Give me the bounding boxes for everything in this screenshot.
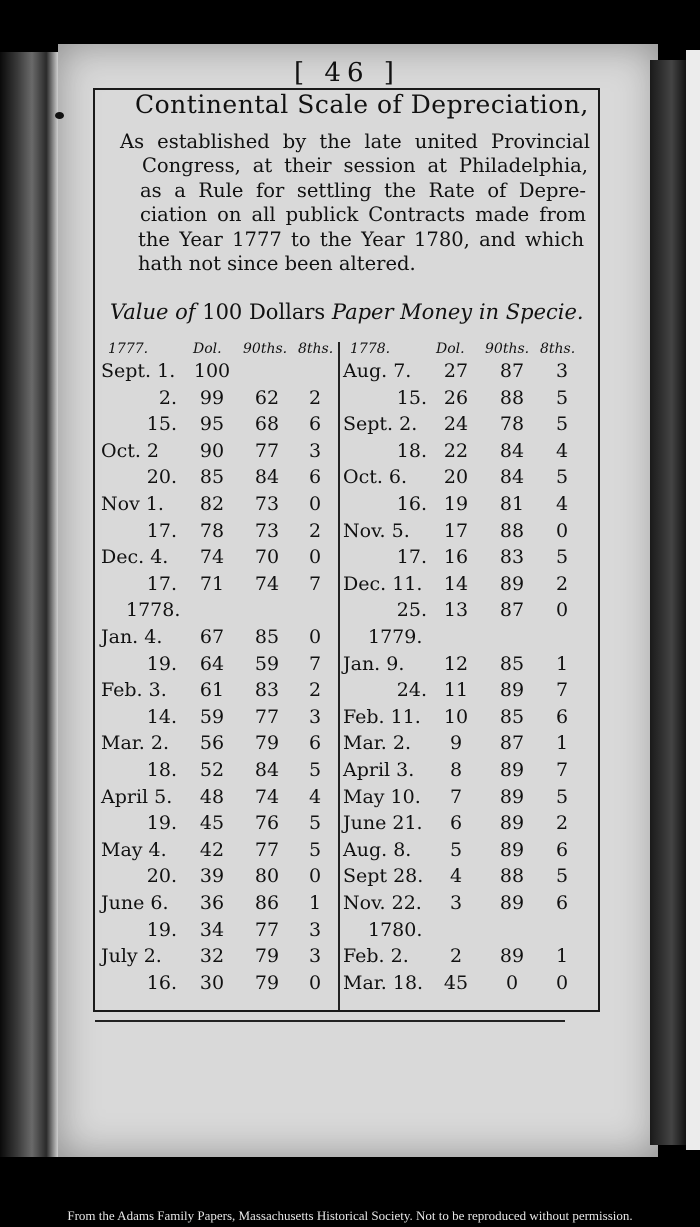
right-row-dollars: 7 bbox=[449, 785, 463, 808]
left-row-date: 2. bbox=[158, 386, 177, 409]
right-row-date: Dec. 11. bbox=[343, 572, 423, 595]
left-row-eighths: 1 bbox=[308, 892, 322, 914]
left-row-date: Jan. 4. bbox=[101, 626, 163, 648]
right-row-date: Aug. 7. bbox=[343, 360, 412, 382]
right-row-ninetieths: 89 bbox=[499, 892, 525, 914]
left-row-ninetieths: 84 bbox=[254, 466, 280, 489]
left-row-date: 15. bbox=[146, 413, 177, 436]
subtitle-line-5: the Year 1777 to the Year 1780, and which bbox=[138, 228, 584, 251]
right-row-eighths: 1 bbox=[555, 652, 569, 675]
right-row-ninetieths: 81 bbox=[499, 493, 525, 515]
right-row-date: June 21. bbox=[343, 812, 423, 835]
binding-hole bbox=[55, 112, 64, 119]
page-number: [ 46 ] bbox=[294, 58, 400, 88]
left-row-eighths: 0 bbox=[308, 493, 322, 515]
right-row-dollars: 6 bbox=[449, 812, 463, 835]
right-row-ninetieths: 89 bbox=[499, 785, 525, 808]
left-row-eighths: 0 bbox=[308, 865, 322, 888]
left-row-dollars: 100 bbox=[193, 360, 231, 382]
left-row-eighths: 6 bbox=[308, 466, 322, 489]
right-row-dollars: 22 bbox=[443, 439, 469, 462]
right-row-eighths: 5 bbox=[555, 865, 569, 888]
left-row-date: Feb. 3. bbox=[101, 679, 167, 702]
right-row-eighths: 2 bbox=[555, 572, 569, 595]
left-row-dollars: 61 bbox=[199, 679, 225, 702]
left-row-ninetieths: 79 bbox=[254, 945, 280, 968]
subtitle-line-1: As established by the late united Provincial bbox=[120, 130, 590, 153]
right-ninetieths-header: 90ths. bbox=[485, 341, 530, 357]
left-row-ninetieths: 86 bbox=[254, 892, 280, 914]
left-row-date: Dec. 4. bbox=[101, 546, 169, 569]
left-row-date: Oct. 2 bbox=[101, 439, 160, 462]
left-row-eighths: 0 bbox=[308, 626, 322, 648]
value-heading bbox=[110, 300, 590, 324]
right-row-eighths: 0 bbox=[555, 599, 569, 622]
right-row-dollars: 17 bbox=[443, 519, 469, 542]
page-edge-shadow bbox=[650, 60, 686, 1145]
left-row-date: 16. bbox=[146, 971, 177, 994]
left-row-ninetieths: 74 bbox=[254, 572, 280, 595]
right-row-date: 1780. bbox=[368, 918, 423, 941]
right-eighths-header: 8ths. bbox=[540, 341, 576, 357]
right-row-eighths: 0 bbox=[555, 971, 569, 994]
right-row-dollars: 27 bbox=[443, 360, 469, 382]
right-row-date: Sept 28. bbox=[343, 865, 424, 888]
left-row-dollars: 48 bbox=[199, 785, 225, 808]
left-row-date: 19. bbox=[146, 918, 177, 941]
left-row-date: 18. bbox=[146, 759, 177, 781]
right-row-dollars: 5 bbox=[449, 838, 463, 861]
book-spine bbox=[0, 52, 58, 1157]
value-heading-part1: Value of bbox=[110, 300, 203, 324]
left-row-ninetieths: 79 bbox=[254, 971, 280, 994]
left-row-date: Mar. 2. bbox=[101, 732, 169, 755]
right-row-eighths: 5 bbox=[555, 785, 569, 808]
right-row-dollars: 16 bbox=[443, 546, 469, 569]
right-row-eighths: 6 bbox=[555, 838, 569, 861]
right-row-date: 18. bbox=[396, 439, 427, 462]
left-row-dollars: 78 bbox=[199, 519, 225, 542]
right-row-ninetieths: 78 bbox=[499, 413, 525, 436]
right-row-date: Mar. 2. bbox=[343, 732, 411, 755]
right-row-date: 17. bbox=[396, 546, 427, 569]
left-eighths-header: 8ths. bbox=[298, 341, 334, 357]
right-row-dollars: 14 bbox=[443, 572, 469, 595]
footer-credit: From the Adams Family Papers, Massachusetts Historical Society. Not to be reproduced without permission. bbox=[67, 1208, 633, 1223]
right-row-ninetieths: 89 bbox=[499, 572, 525, 595]
value-heading-part2: 100 Dollars bbox=[202, 300, 332, 324]
right-row-eighths: 2 bbox=[555, 812, 569, 835]
right-row-date: April 3. bbox=[343, 759, 415, 781]
left-row-dollars: 36 bbox=[199, 892, 225, 914]
left-row-eighths: 3 bbox=[308, 439, 322, 462]
right-row-dollars: 8 bbox=[449, 759, 463, 781]
left-dol-header: Dol. bbox=[193, 341, 222, 357]
left-row-eighths: 3 bbox=[308, 705, 322, 728]
left-row-eighths: 3 bbox=[308, 945, 322, 968]
right-row-ninetieths: 88 bbox=[499, 519, 525, 542]
right-row-eighths: 5 bbox=[555, 466, 569, 489]
left-row-ninetieths: 77 bbox=[254, 838, 280, 861]
left-row-dollars: 45 bbox=[199, 812, 225, 835]
left-row-date: April 5. bbox=[101, 785, 173, 808]
right-row-date: Jan. 9. bbox=[343, 652, 405, 675]
left-row-ninetieths: 80 bbox=[254, 865, 280, 888]
left-row-ninetieths: 62 bbox=[254, 386, 280, 409]
right-row-eighths: 6 bbox=[555, 892, 569, 914]
left-row-ninetieths: 73 bbox=[254, 493, 280, 515]
left-row-dollars: 34 bbox=[199, 918, 225, 941]
right-row-eighths: 4 bbox=[555, 493, 569, 515]
right-row-eighths: 1 bbox=[555, 732, 569, 755]
subtitle-line-3: as a Rule for settling the Rate of Depre- bbox=[140, 179, 586, 202]
right-row-date: Nov. 5. bbox=[343, 519, 410, 542]
left-row-dollars: 32 bbox=[199, 945, 225, 968]
right-row-ninetieths: 85 bbox=[499, 705, 525, 728]
left-row-date: May 4. bbox=[101, 838, 167, 861]
right-row-ninetieths: 88 bbox=[499, 865, 525, 888]
left-row-date: 14. bbox=[146, 705, 177, 728]
subtitle-line-6: hath not since been altered. bbox=[138, 252, 416, 275]
left-row-dollars: 42 bbox=[199, 838, 225, 861]
left-row-ninetieths: 70 bbox=[254, 546, 280, 569]
left-row-dollars: 67 bbox=[199, 626, 225, 648]
left-row-eighths: 6 bbox=[308, 732, 322, 755]
right-row-dollars: 24 bbox=[443, 413, 469, 436]
right-row-ninetieths: 83 bbox=[499, 546, 525, 569]
left-row-eighths: 6 bbox=[308, 413, 322, 436]
left-row-date: 17. bbox=[146, 519, 177, 542]
left-row-dollars: 30 bbox=[199, 971, 225, 994]
left-row-date: Nov 1. bbox=[101, 493, 164, 515]
left-row-date: 19. bbox=[146, 812, 177, 835]
left-row-date: 20. bbox=[146, 865, 177, 888]
right-row-eighths: 0 bbox=[555, 519, 569, 542]
left-row-eighths: 5 bbox=[308, 838, 322, 861]
right-row-eighths: 4 bbox=[555, 439, 569, 462]
right-row-ninetieths: 89 bbox=[499, 812, 525, 835]
right-row-date: Aug. 8. bbox=[343, 838, 412, 861]
left-row-ninetieths: 74 bbox=[254, 785, 280, 808]
left-row-eighths: 5 bbox=[308, 759, 322, 781]
right-row-ninetieths: 87 bbox=[499, 360, 525, 382]
left-row-dollars: 64 bbox=[199, 652, 225, 675]
left-row-ninetieths: 77 bbox=[254, 918, 280, 941]
column-divider bbox=[338, 342, 340, 1010]
right-row-ninetieths: 84 bbox=[499, 439, 525, 462]
right-row-dollars: 19 bbox=[443, 493, 469, 515]
left-row-ninetieths: 76 bbox=[254, 812, 280, 835]
left-row-dollars: 52 bbox=[199, 759, 225, 781]
left-row-ninetieths: 84 bbox=[254, 759, 280, 781]
left-row-date: June 6. bbox=[101, 892, 169, 914]
right-row-dollars: 13 bbox=[443, 599, 469, 622]
right-row-date: Oct. 6. bbox=[343, 466, 408, 489]
right-row-ninetieths: 87 bbox=[499, 732, 525, 755]
left-row-date: July 2. bbox=[101, 945, 162, 968]
left-row-eighths: 3 bbox=[308, 918, 322, 941]
right-row-date: 1779. bbox=[368, 626, 423, 648]
right-year-header: 1778. bbox=[350, 341, 391, 357]
left-row-date: 1778. bbox=[126, 599, 181, 622]
left-row-dollars: 99 bbox=[199, 386, 225, 409]
right-row-dollars: 2 bbox=[449, 945, 463, 968]
right-row-date: 16. bbox=[396, 493, 427, 515]
right-row-eighths: 7 bbox=[555, 759, 569, 781]
left-row-dollars: 85 bbox=[199, 466, 225, 489]
left-row-date: 20. bbox=[146, 466, 177, 489]
right-row-date: May 10. bbox=[343, 785, 421, 808]
left-row-dollars: 59 bbox=[199, 705, 225, 728]
left-row-eighths: 0 bbox=[308, 546, 322, 569]
right-row-eighths: 5 bbox=[555, 546, 569, 569]
left-row-eighths: 2 bbox=[308, 679, 322, 702]
left-year-header: 1777. bbox=[108, 341, 149, 357]
left-row-ninetieths: 79 bbox=[254, 732, 280, 755]
left-row-dollars: 90 bbox=[199, 439, 225, 462]
left-row-dollars: 56 bbox=[199, 732, 225, 755]
right-row-date: Nov. 22. bbox=[343, 892, 422, 914]
right-row-ninetieths: 84 bbox=[499, 466, 525, 489]
left-row-ninetieths: 73 bbox=[254, 519, 280, 542]
left-row-eighths: 2 bbox=[308, 519, 322, 542]
right-row-dollars: 10 bbox=[443, 705, 469, 728]
right-row-date: Feb. 2. bbox=[343, 945, 409, 968]
left-row-dollars: 82 bbox=[199, 493, 225, 515]
right-row-date: 24. bbox=[396, 679, 427, 702]
left-row-dollars: 71 bbox=[199, 572, 225, 595]
left-row-eighths: 7 bbox=[308, 572, 322, 595]
left-row-date: Sept. 1. bbox=[101, 360, 176, 382]
right-row-date: Feb. 11. bbox=[343, 705, 421, 728]
right-row-ninetieths: 87 bbox=[499, 599, 525, 622]
right-row-dollars: 3 bbox=[449, 892, 463, 914]
right-dol-header: Dol. bbox=[436, 341, 465, 357]
facing-page-edge bbox=[686, 50, 700, 1150]
right-row-dollars: 11 bbox=[443, 679, 469, 702]
right-row-ninetieths: 88 bbox=[499, 386, 525, 409]
left-row-eighths: 2 bbox=[308, 386, 322, 409]
left-ninetieths-header: 90ths. bbox=[243, 341, 288, 357]
right-row-ninetieths: 89 bbox=[499, 679, 525, 702]
right-row-date: 15. bbox=[396, 386, 427, 409]
right-row-dollars: 12 bbox=[443, 652, 469, 675]
right-row-dollars: 9 bbox=[449, 732, 463, 755]
right-row-date: 25. bbox=[396, 599, 427, 622]
left-row-dollars: 39 bbox=[199, 865, 225, 888]
right-row-dollars: 20 bbox=[443, 466, 469, 489]
right-row-ninetieths: 89 bbox=[499, 945, 525, 968]
right-row-eighths: 5 bbox=[555, 386, 569, 409]
right-row-eighths: 5 bbox=[555, 413, 569, 436]
left-row-ninetieths: 59 bbox=[254, 652, 280, 675]
right-row-dollars: 26 bbox=[443, 386, 469, 409]
left-row-eighths: 0 bbox=[308, 971, 322, 994]
left-row-dollars: 74 bbox=[199, 546, 225, 569]
right-row-ninetieths: 0 bbox=[505, 971, 519, 994]
left-row-eighths: 7 bbox=[308, 652, 322, 675]
right-row-ninetieths: 89 bbox=[499, 838, 525, 861]
left-row-ninetieths: 77 bbox=[254, 439, 280, 462]
left-row-date: 17. bbox=[146, 572, 177, 595]
left-row-ninetieths: 83 bbox=[254, 679, 280, 702]
value-heading-part3: Paper Money in Specie. bbox=[331, 300, 584, 324]
left-row-ninetieths: 77 bbox=[254, 705, 280, 728]
right-row-date: Sept. 2. bbox=[343, 413, 418, 436]
left-row-eighths: 5 bbox=[308, 812, 322, 835]
subtitle-line-4: ciation on all publick Contracts made from bbox=[140, 203, 586, 226]
subtitle-line-2: Congress, at their session at Philadelphia, bbox=[142, 154, 588, 177]
right-row-eighths: 1 bbox=[555, 945, 569, 968]
left-row-ninetieths: 85 bbox=[254, 626, 280, 648]
right-row-eighths: 3 bbox=[555, 360, 569, 382]
right-row-dollars: 45 bbox=[443, 971, 469, 994]
left-row-eighths: 4 bbox=[308, 785, 322, 808]
right-row-dollars: 4 bbox=[449, 865, 463, 888]
left-row-dollars: 95 bbox=[199, 413, 225, 436]
right-row-ninetieths: 89 bbox=[499, 759, 525, 781]
left-row-date: 19. bbox=[146, 652, 177, 675]
bottom-rule bbox=[95, 1020, 565, 1022]
page-title: Continental Scale of Depreciation, bbox=[135, 90, 589, 119]
left-row-ninetieths: 68 bbox=[254, 413, 280, 436]
right-row-ninetieths: 85 bbox=[499, 652, 525, 675]
right-row-eighths: 6 bbox=[555, 705, 569, 728]
right-row-date: Mar. 18. bbox=[343, 971, 424, 994]
right-row-eighths: 7 bbox=[555, 679, 569, 702]
